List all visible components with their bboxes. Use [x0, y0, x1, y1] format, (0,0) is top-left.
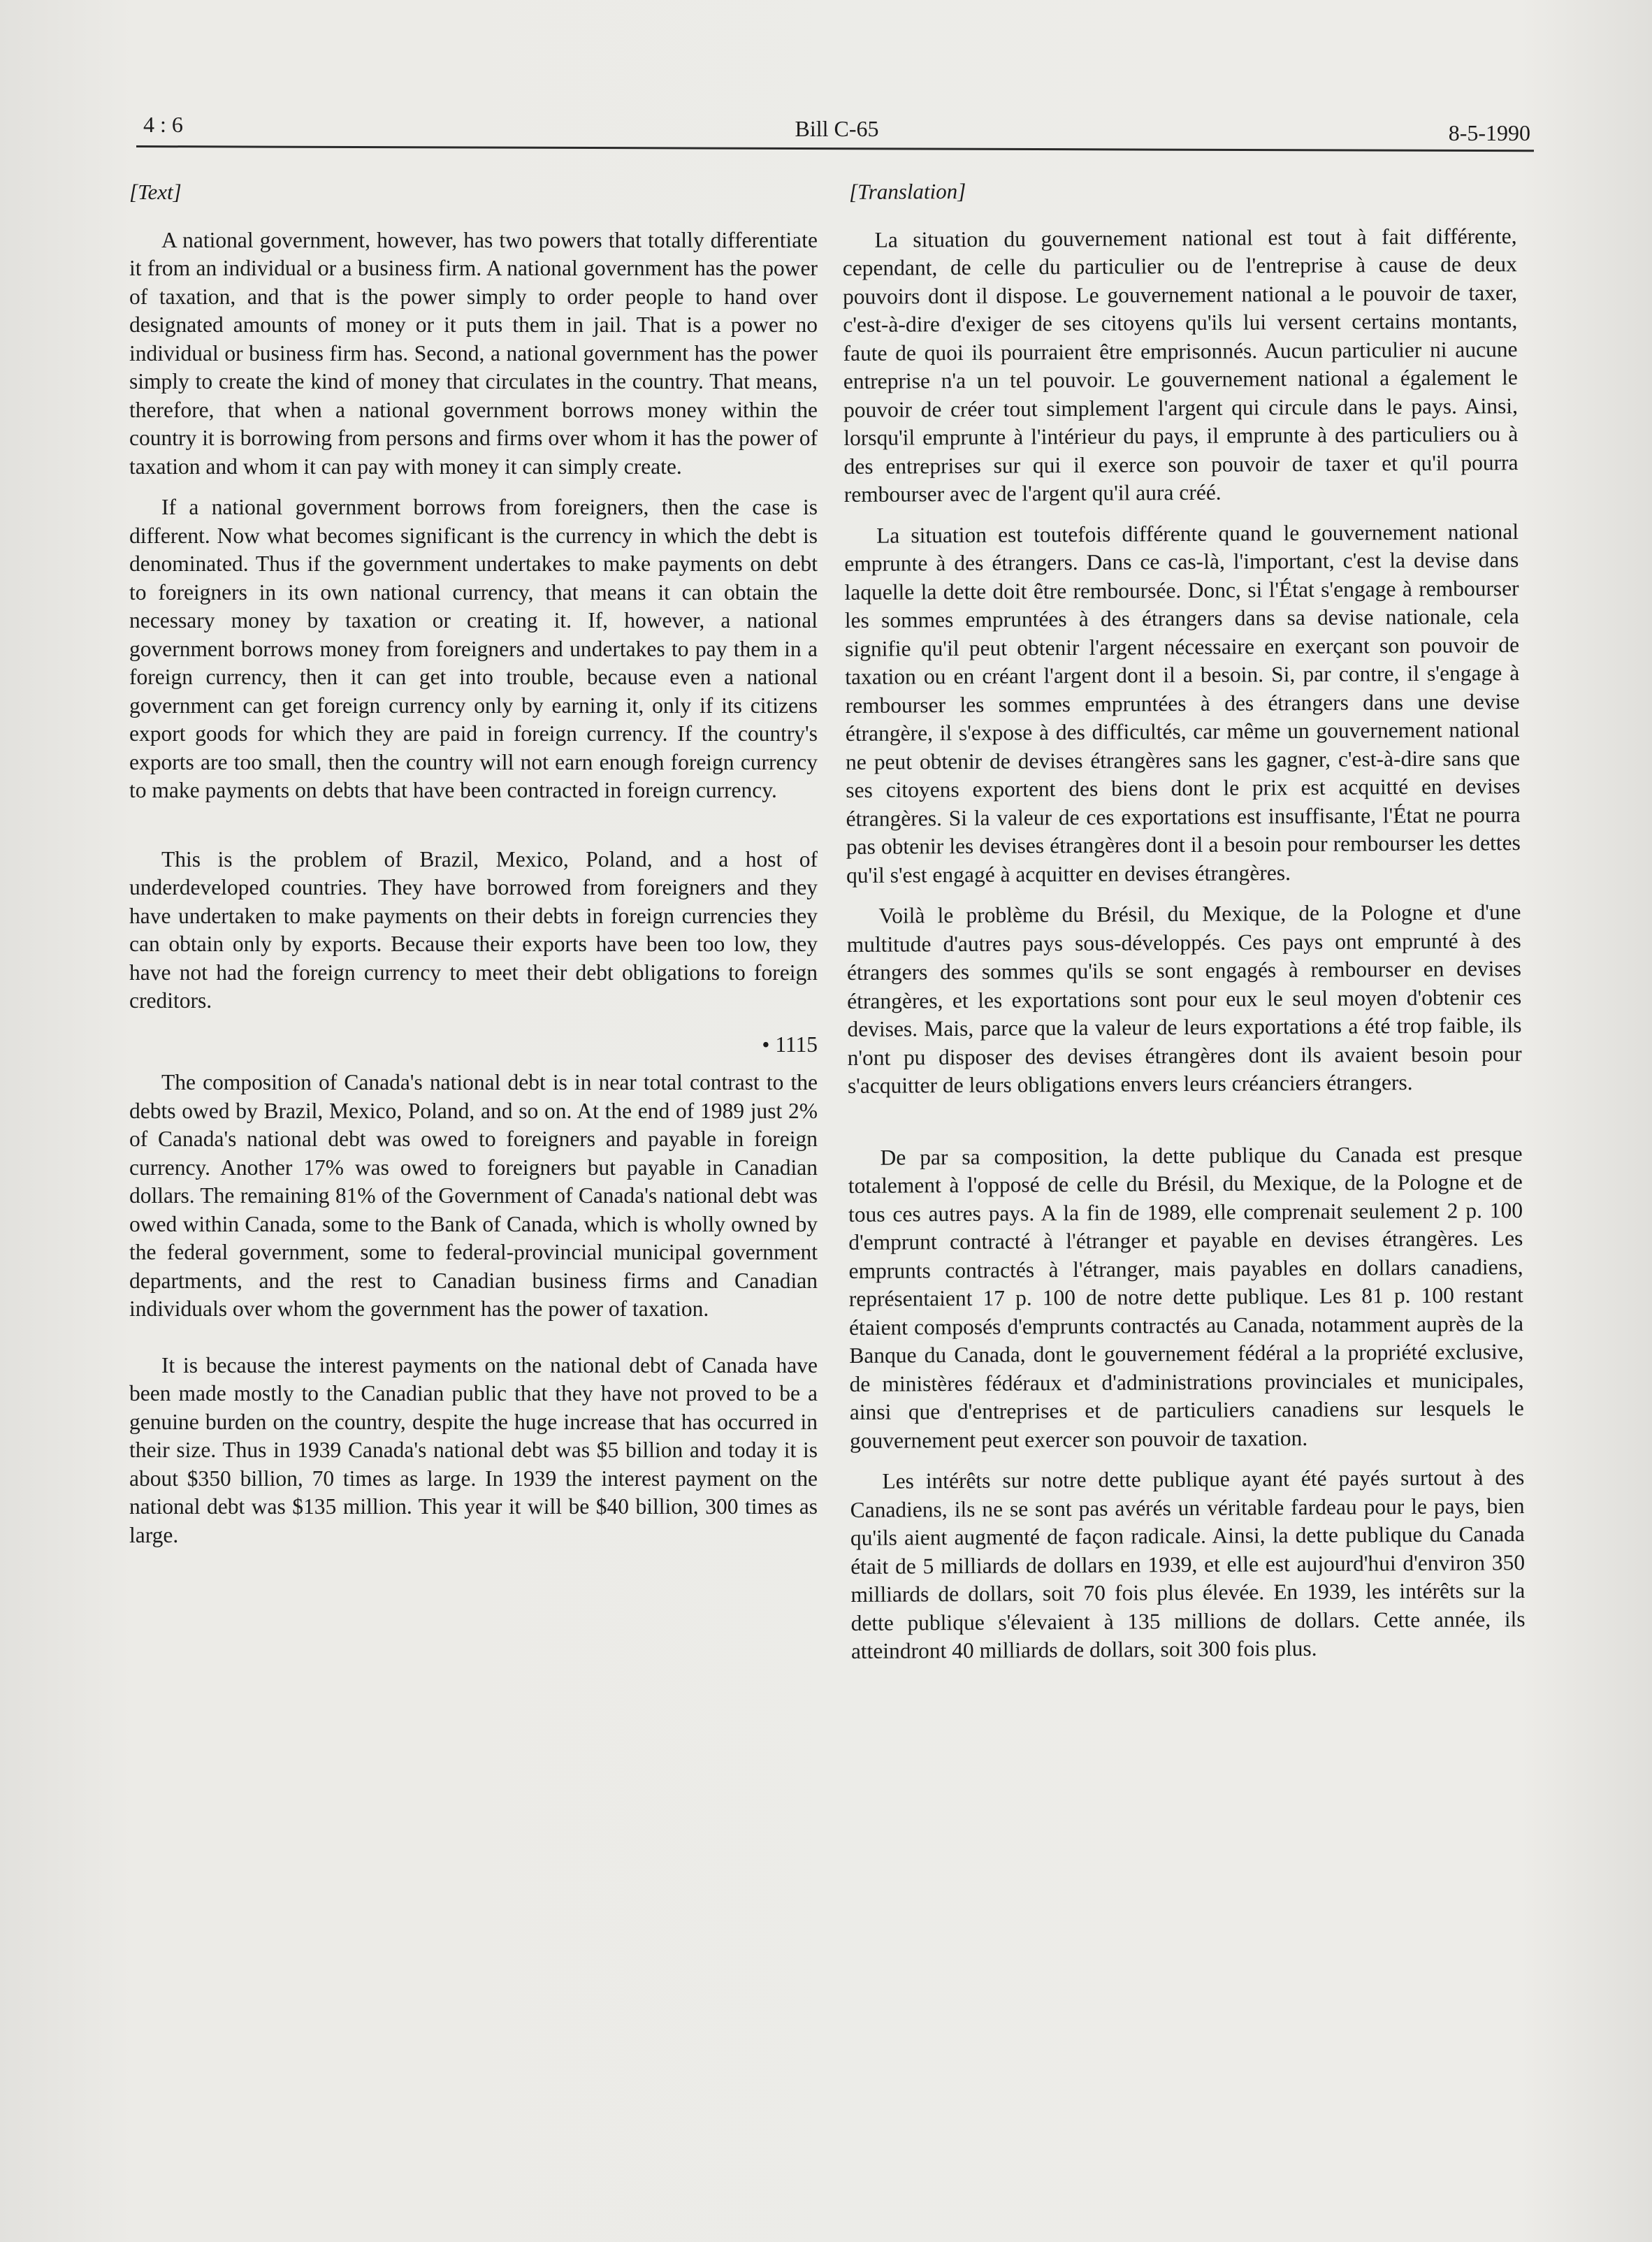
english-paragraph-4: The composition of Canada's national debt is in near total contrast to the debts owed by Brazil, Mexico, Poland, and so on. At the end of 1989 just 2% of Canada's national debt was owed to foreigners and payable in foreign currency. Another 17% was owed to foreigners but payable in Canadian dollars. The remaining 81% of the Government of Canada's national debt was owed within Canada, some to the Bank of Canada, which is wholly owned by the federal government, some to federal-provincial municipal government departments, and the rest to Canadian business firms and Canadian individuals over whom the government has the power of taxation.: [129, 1070, 818, 1321]
french-paragraph-4: De par sa composition, la dette publique du Canada est presque totalement à l'opposé de celle du Brésil, du Mexique, de la Pologne et de tous ces autres pays. A la fin de 1989, elle comprenait seulement 2 p. 100 d'emprunt contracté à l'étranger et payable en devises étrangères. Les emprunts contractés à l'étranger, mais payables en dollars canadiens, représentaient 17 p. 100 de notre dette publique. Les 81 p. 100 restant étaient composés d'emprunts contractés au Canada, notamment auprès de la Banque du Canada, dont le gouvernement fédéral a la propriété exclusive, de ministères fédéraux et d'administrations provinciales et municipales, ainsi que d'entreprises et de particuliers canadiens sur lesquels le gouvernement peut exercer son pouvoir de taxation.: [848, 1141, 1524, 1453]
french-paragraph-5: Les intérêts sur notre dette publique ayant été payés surtout à des Canadiens, ils ne se sont pas avérés un véritable fardeau pour le pays, bien qu'ils aient augmenté de façon radicale. Ainsi, la dette publique du Canada était de 5 milliards de dollars en 1939, et elle est aujourd'hui d'environ 350 milliards de dollars, soit 70 fois plus élevée. En 1939, les intérêts sur la dette publique s'élevaient à 135 millions de dollars. Cette année, ils atteindront 40 milliards de dollars, soit 300 fois plus.: [850, 1465, 1526, 1663]
english-paragraph-2: If a national government borrows from foreigners, then the case is different. Now what becomes significant is the currency in which the debt is denominated. Thus if the government undertakes to make payments on debt to foreigners in its own national currency, that means it can obtain the necessary money by taxation or creating it. If, however, a national government borrows money from foreigners and undertakes to pay them in a foreign currency, then it can get into trouble, because even a national government can get foreign currency only by earning it, only if its citizens export goods for which they are paid in foreign currency. If the country's exports are too small, then the country will not earn enough foreign currency to make payments on debts that have been contracted in foreign currency.: [129, 495, 818, 802]
english-paragraph-3: This is the problem of Brazil, Mexico, Poland, and a host of underdeveloped countries. They have borrowed from foreigners and they have undertaken to make payments on their debts in foreign currencies they can obtain only by exports. Because their exports have been too low, they have not had the foreign currency to meet their debt obligations to foreign creditors.: [129, 846, 818, 1013]
french-paragraph-2: La situation est toutefois différente quand le gouvernement national emprunte à des étrangers. Dans ce cas-là, l'important, c'est la devise dans laquelle la dette doit être remboursée. Donc, si l'État s'engage à rembourser les sommes empruntées à des étrangers dans sa devise nationale, cela signifie qu'il peut obtenir l'argent nécessaire en exerçant son pouvoir de taxation ou en créant l'argent dont il a besoin. Si, par contre, il s'engage à rembourser les sommes empruntées à des étrangers dans une devise étrangère, il s'expose à des difficultés, car même un gouvernement national ne peut obtenir de devises étrangères sans les gagner, c'est-à-dire sans que ses citoyens exportent des biens dont le prix est acquitté en devises étrangères. Si la valeur de ces exportations est insuffisante, l'État ne pourra pas obtenir les devises étrangères dont il a besoin pour rembourser les dettes qu'il s'est engagé à acquitter en devises étrangères.: [844, 519, 1521, 888]
french-paragraph-1: La situation du gouvernement national est tout à fait différente, cependant, de celle du particulier ou de l'entreprise à cause de deux pouvoirs dont il dispose. Le gouvernement national a le pouvoir de taxer, c'est-à-dire d'exiger de ses citoyens qu'ils lui versent certains montants, faute de quoi ils pourraient être emprisonnés. Aucun particulier ni aucune entreprise n'a un tel pouvoir. Le gouvernement national a également le pouvoir de créer tout simplement l'argent qui circule dans le pays. Ainsi, lorsqu'il emprunte à l'intérieur du pays, il emprunte à des particuliers ou à des entreprises sur qui il exerce son pouvoir de taxer et qu'il pourra rembourser avec de l'argent qu'il aura créé.: [842, 223, 1519, 507]
text-label: [Text]: [129, 180, 182, 204]
translation-label: [Translation]: [849, 178, 966, 204]
time-marker: • 1115: [762, 1032, 818, 1057]
french-paragraph-3: Voilà le problème du Brésil, du Mexique, de la Pologne et d'une multitude d'autres pays sous-développés. Ces pays ont emprunté à des étrangers des sommes qu'ils se sont engagés à rembourser en devises étrangères, et les exportations sont pour eux le seul moyen d'obtenir ces devises. Mais, parce que la valeur de leurs exportations a été trop faible, ils n'ont pu disposer des devises étrangères dont ils avaient besoin pour s'acquitter de leurs obligations envers leurs créanciers étrangers.: [846, 899, 1522, 1098]
page-header: [143, 105, 1530, 147]
english-column: [129, 178, 818, 1549]
french-column: [842, 174, 1526, 1665]
header-date: 8-5-1990: [1448, 120, 1530, 145]
page-reference: 4 : 6: [143, 112, 183, 137]
bill-title: Bill C-65: [795, 116, 879, 141]
english-paragraph-5: It is because the interest payments on the national debt of Canada have been made mostly to the Canadian public that they have not proved to be a genuine burden on the country, despite the huge increase that has occurred in their size. Thus in 1939 Canada's national debt was $5 billion and today it is about $350 billion, 70 times as large. In 1939 the interest payment on the national debt was $135 million. This year it will be $40 billion, 300 times as large.: [129, 1352, 818, 1547]
english-paragraph-1: A national government, however, has two powers that totally differentiate it from an individual or a business firm. A national government has the power of taxation, and that is the power simply to order people to hand over designated amounts of money or it puts them in jail. That is a power no individual or business firm has. Second, a national government has the power simply to create the kind of money that circulates in the country. That means, therefore, that when a national government borrows money within the country it is borrowing from persons and firms over whom it has the power of taxation and whom it can pay with money it can simply create.: [129, 227, 818, 479]
